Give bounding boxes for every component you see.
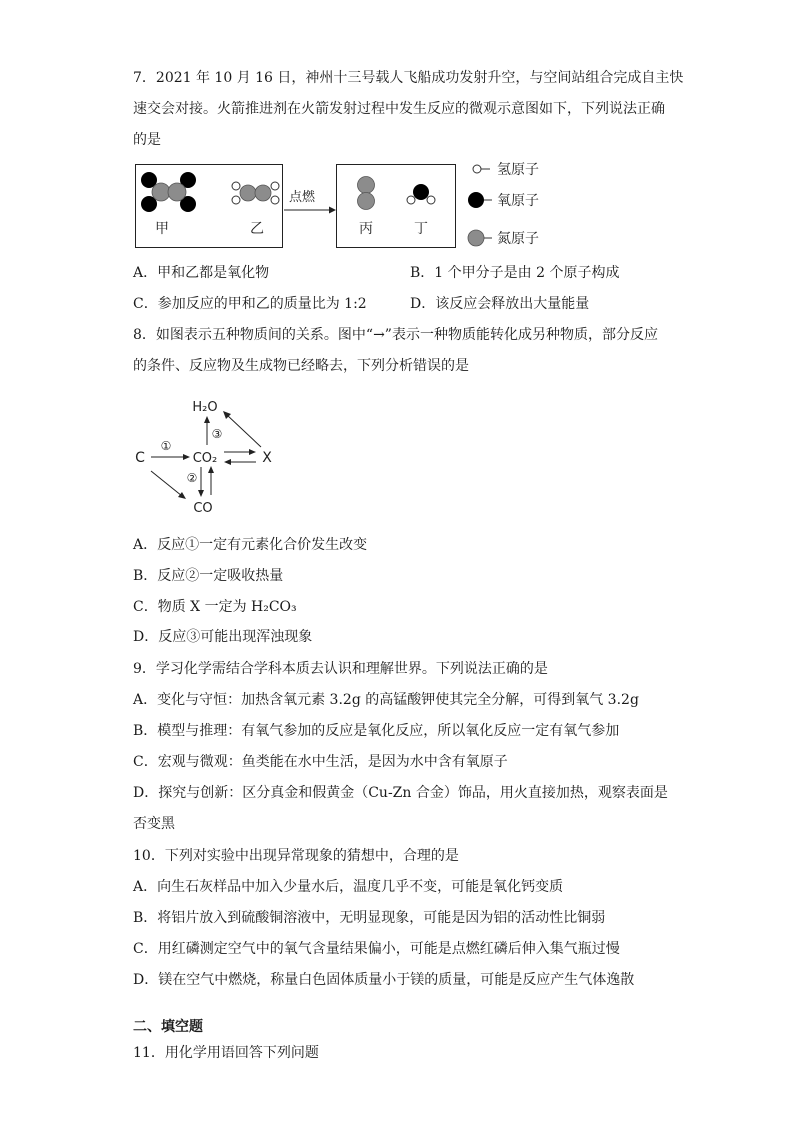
q9-option-d-cont: 否变黑 <box>133 816 175 832</box>
q9-option-a: A．变化与守恒：加热含氧元素 3.2g 的高锰酸钾使其完全分解，可得到氧气 3.2g <box>133 692 639 708</box>
legend-nitrogen-icon <box>468 230 484 246</box>
reaction-2-label: ② <box>186 471 198 485</box>
legend-oxygen-icon <box>468 192 484 208</box>
legend-hydrogen-label: 氢原子 <box>497 162 539 178</box>
q7-stem-line-2: 速交会对接。火箭推进剂在火箭发射过程中发生反应的微观示意图如下，下列说法正确 <box>133 101 665 117</box>
jia-nitrogen-atom <box>152 183 170 201</box>
label-yi: 乙 <box>250 221 264 237</box>
q8-option-c: C．物质 X 一定为 H₂CO₃ <box>133 599 297 615</box>
q7-option-d: D．该反应会释放出大量能量 <box>410 296 590 312</box>
reaction-3-label: ③ <box>211 427 223 441</box>
co-label: CO <box>193 501 213 516</box>
q8-option-a: A．反应①一定有元素化合价发生改变 <box>133 537 368 553</box>
legend-nitrogen-label: 氮原子 <box>497 231 539 247</box>
q7-stem-line-1: 7．2021 年 10 月 16 日，神州十三号载人飞船成功发射升空，与空间站组合完成自主快 <box>133 70 684 86</box>
q10-option-b: B．将铝片放入到硫酸铜溶液中，无明显现象，可能是因为铝的活动性比铜弱 <box>133 910 606 926</box>
yi-hydrogen-atom <box>232 196 240 204</box>
q7-reaction-diagram <box>0 155 794 265</box>
section-title-fill-in: 二、填空题 <box>133 1019 203 1035</box>
q8-option-d: D．反应③可能出现浑浊现象 <box>133 629 313 645</box>
q9-option-b: B．模型与推理：有氧气参加的反应是氧化反应，所以氧化反应一定有氧气参加 <box>133 723 620 739</box>
co2-label: CO₂ <box>192 451 218 466</box>
q7-option-b: B．1 个甲分子是由 2 个原子构成 <box>410 265 620 281</box>
x-label: X <box>262 450 272 466</box>
label-bing: 丙 <box>359 221 373 237</box>
q10-option-a: A．向生石灰样品中加入少量水后，温度几乎不变，可能是氧化钙变质 <box>133 879 564 895</box>
q9-stem: 9．学习化学需结合学科本质去认识和理解世界。下列说法正确的是 <box>133 661 548 677</box>
c-label: C <box>135 450 145 466</box>
q8-stem-line-2: 的条件、反应物及生成物已经略去，下列分析错误的是 <box>133 358 469 374</box>
ding-hydrogen-atom <box>407 196 415 204</box>
yi-hydrogen-atom <box>232 182 240 190</box>
q10-stem: 10．下列对实验中出现异常现象的猜想中，合理的是 <box>133 848 459 864</box>
q8-option-b: B．反应②一定吸收热量 <box>133 568 284 584</box>
q10-option-c: C．用红磷测定空气中的氧气含量结果偏小，可能是点燃红磷后伸入集气瓶过慢 <box>133 941 620 957</box>
bing-nitrogen-atom <box>358 177 375 194</box>
yi-hydrogen-atom <box>271 196 279 204</box>
q11-stem: 11．用化学用语回答下列问题 <box>133 1045 319 1061</box>
q7-stem-line-3: 的是 <box>133 132 161 148</box>
bing-nitrogen-atom <box>358 193 375 210</box>
yi-nitrogen-atom <box>255 185 271 201</box>
q8-conversion-diagram <box>125 392 325 522</box>
yi-hydrogen-atom <box>271 182 279 190</box>
label-ding: 丁 <box>414 221 428 237</box>
arrow-label-ignite: 点燃 <box>288 190 316 205</box>
reaction-1-label: ① <box>160 439 172 453</box>
ding-oxygen-atom <box>413 184 429 200</box>
q9-option-d: D．探究与创新：区分真金和假黄金（Cu-Zn 合金）饰品，用火直接加热，观察表面是 <box>133 785 668 801</box>
label-jia: 甲 <box>155 221 169 237</box>
q10-option-d: D．镁在空气中燃烧，称量白色固体质量小于镁的质量，可能是反应产生气体逸散 <box>133 972 635 988</box>
q7-option-c: C．参加反应的甲和乙的质量比为 1:2 <box>133 296 367 312</box>
legend-hydrogen-icon <box>473 165 481 173</box>
jia-nitrogen-atom <box>168 183 186 201</box>
yi-nitrogen-atom <box>240 185 256 201</box>
q7-option-a: A．甲和乙都是氧化物 <box>133 265 270 281</box>
h2o-label: H₂O <box>192 400 218 415</box>
q9-option-c: C．宏观与微观：鱼类能在水中生活，是因为水中含有氧原子 <box>133 754 508 770</box>
legend-oxygen-label: 氧原子 <box>497 193 539 209</box>
reaction-arrow-head <box>329 207 336 214</box>
q8-stem-line-1: 8．如图表示五种物质间的关系。图中“→”表示一种物质能转化成另种物质，部分反应 <box>133 327 658 343</box>
ding-hydrogen-atom <box>427 196 435 204</box>
